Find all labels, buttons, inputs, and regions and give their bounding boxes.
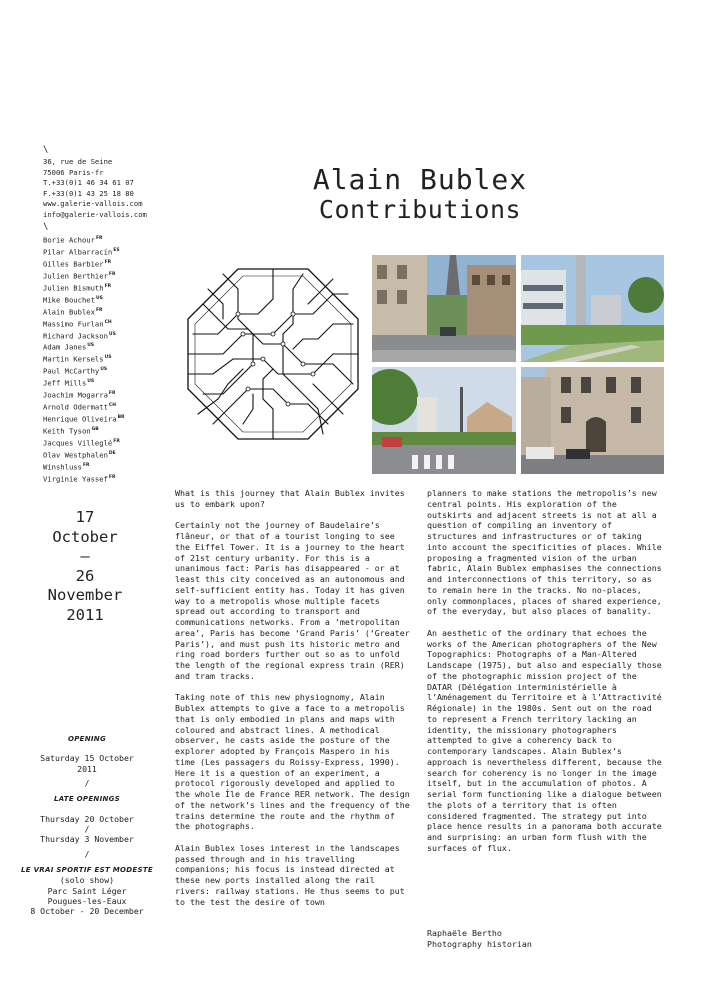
artist-name: Martin Kersels [43, 354, 104, 364]
end-month: November [47, 586, 123, 604]
artist-name: Arnold Odermatt [43, 402, 108, 412]
artist-item [43, 258, 124, 270]
opening-date: Saturday 15 October 2011 [40, 753, 134, 774]
events-block [12, 734, 162, 917]
artist-item [43, 461, 124, 473]
artist-name: Olav Westphalen [43, 450, 108, 460]
late-opening-2: Thursday 3 November [40, 834, 134, 845]
photo-stone-facade [521, 367, 664, 474]
artist-name: Gilles Barbier [43, 259, 104, 269]
artist-name: Julien Berthier [43, 271, 108, 281]
artist-item [43, 330, 124, 342]
rer-network-map-drawing [183, 264, 363, 444]
rer-network-map [183, 264, 363, 444]
artist-item [43, 270, 124, 282]
end-day: 26 [75, 566, 95, 585]
artist-country: US [87, 343, 95, 349]
contact-slash: \ [43, 145, 49, 155]
artist-country: US [95, 295, 103, 301]
artist-name: Joachim Mogarra [43, 390, 108, 400]
contact-website[interactable]: www.galerie-vallois.com [43, 199, 143, 209]
artist-item [43, 413, 124, 425]
artist-country: FR [95, 307, 103, 313]
start-day: 17 [75, 508, 95, 526]
artist-name: Adam Janes [43, 342, 87, 352]
essay-paragraph: Taking note of this new physiognomy, Alain Bublex attempts to give a face to a metropolis that is only embodied in plans and maps with coloured and abstract lines. A methodical observer, he casts aside the posture of the explorer adopted by François Maspero in his time (Les passagers du Roissy-Express, 1990). Here it is a question of an experiment, a protocol rigorously developed and applied to the whole Île de France RER network. The design of the network’s lines and the frequency of the trains determine the route and the rhythm of the photographs. [175, 692, 410, 832]
solo-show-heading: LE VRAI SPORTIF EST MODESTE [21, 865, 153, 874]
artist-item [43, 246, 124, 258]
author-role: Photography historian [427, 938, 532, 949]
separator: / [84, 849, 90, 859]
essay-column-1 [175, 488, 411, 918]
artist-name: Winshluss [43, 462, 82, 472]
artist-item [43, 234, 124, 246]
artist-name: Borie Achour [43, 235, 95, 245]
artist-list [43, 222, 124, 485]
artist-country: FR [95, 236, 103, 241]
artist-country: US [104, 355, 112, 361]
solo-show-dates: 8 October - 20 December [30, 906, 144, 917]
artist-country: BR [117, 415, 125, 421]
essay-column-2 [427, 488, 663, 864]
start-month: October [52, 527, 118, 546]
contact-address: 36, rue de Seine [43, 157, 113, 166]
late-opening-1: Thursday 20 October [40, 813, 134, 824]
artist-country: FR [108, 474, 116, 480]
contact-fax: F.+33(0)1 43 25 18 80 [43, 188, 134, 198]
artist-item [43, 473, 124, 485]
essay-paragraph: An aesthetic of the ordinary that echoes the works of the American photographers of the New Topographics: Photographs of a Man-Altered Landscape (1975), but also and especially those of the photographic mission project of the DATAR (Délégation interministérielle à l’Aménagement du Territoire et à l’Attractivité Régionale) in the 1980s. Sent out on the road to represent a French territory lacking an identity, the missionary photographers attempted to give a coherency back to contemporary landscapes. Alain Bublex’s approach is nevertheless different, because the search for coherency is no longer in the image itself, but in the accumulation of photos. A serial form functioning like a dialogue between the plots of a territory that is often considered fragmented. The strategy put into place hence results in a panorama both accurate and surprising: an urban form flush with the surfaces of flux. [427, 627, 662, 853]
artist-item [43, 425, 124, 437]
artist-name: Alain Bublex [312, 163, 528, 196]
gallery-contact [43, 145, 147, 221]
artist-item [43, 306, 124, 318]
artist-name: Paul McCarthy [43, 366, 100, 376]
opening-heading: OPENING [67, 735, 107, 743]
artist-country: ES [113, 247, 120, 253]
exhibition-dates [20, 508, 150, 625]
artist-country: FR [104, 283, 112, 289]
solo-show-label: (solo show) [59, 875, 115, 886]
year: 2011 [66, 605, 104, 624]
essay-paragraph: Alain Bublex loses interest in the landscapes passed through and in his travelling companions; his focus is instead directed at these new ports installed along the rail rivers: railway stations. He thus seems to put to the test the desire of town [175, 842, 405, 907]
artist-country: FR [82, 462, 90, 468]
artist-item [43, 318, 124, 330]
artist-item [43, 353, 124, 365]
contact-email[interactable]: info@galerie-vallois.com [43, 209, 147, 219]
artist-item [43, 449, 124, 461]
date-dash: – [80, 547, 90, 565]
photo-modern-buildings [521, 255, 664, 362]
artists-slash: \ [43, 222, 49, 232]
artist-country: US [100, 367, 108, 373]
artist-name: Alain Bublex [43, 307, 95, 317]
essay-paragraph: Certainly not the journey of Baudelaire’s flâneur, or that of a tourist longing to see the Eiffel Tower. It is a journey to the heart of 21st century urbanity. For this is a unanimous fact: Paris has disappeared - or at least this city conceived as an autonomous and self-sufficient entity has. Today it has given way to a metropolis whose multiple facets spread out according to transport and communications networks. From a ‘metropolitan area’, Paris has become ‘Grand Paris’ (‘Greater Paris’), and must push its historic metro and ring road borders further out so as to unfold the length of the regional express train (RER) and tram tracks. [175, 520, 410, 681]
author-name: Raphaële Bertho [427, 928, 502, 938]
artist-item [43, 437, 124, 449]
artist-name: Jacques Villeglé [43, 438, 113, 448]
exhibition-title [290, 165, 550, 224]
solo-show-venue: Parc Saint Léger [47, 885, 127, 896]
artist-name: Keith Tyson [43, 426, 91, 436]
artist-country: US [108, 331, 116, 337]
solo-show-city: Pougues-les-Eaux [47, 896, 127, 907]
artist-item [43, 282, 124, 294]
artist-country: FR [113, 438, 120, 444]
separator: / [84, 779, 90, 789]
artist-country: GB [91, 427, 99, 432]
artist-item [43, 377, 124, 389]
essay-paragraph: What is this journey that Alain Bublex invites us to embark upon? [175, 488, 405, 509]
artist-country: CH [104, 319, 112, 325]
artist-country: FR [104, 259, 112, 265]
artist-name: Mike Bouchet [43, 295, 95, 305]
photo-eiffel-street [372, 255, 516, 362]
late-openings-heading: LATE OPENINGS [53, 795, 121, 804]
artist-country: US [87, 379, 95, 385]
artist-item [43, 389, 124, 401]
show-name: Contributions [318, 195, 522, 224]
artist-country: CH [108, 403, 116, 409]
artist-item [43, 294, 124, 306]
artist-country: FR [108, 271, 116, 277]
artist-name: Pilar Albarracín [43, 247, 113, 257]
artist-country: DE [108, 450, 116, 456]
artist-name: Richard Jackson [43, 330, 108, 340]
photo-suburb-crossing [372, 367, 516, 474]
contact-phone: T.+33(0)1 46 34 61 07 [43, 178, 134, 188]
artist-name: Massimo Furlan [43, 318, 104, 328]
contact-city: 75006 Paris-fr [43, 167, 104, 177]
author-signature [427, 928, 532, 950]
artist-country: FR [108, 391, 116, 397]
artist-name: Virginie Yassef [43, 474, 108, 484]
artist-item [43, 341, 124, 353]
artist-name: Henrique Oliveira [43, 414, 117, 424]
essay-paragraph: planners to make stations the metropolis’s new central points. His exploration of the outskirts and adjacent streets is not at all a question of compiling an inventory of structures and infrastructures or of taking into account the specificities of places. While proposing a fragmented vision of the urban fabric, Alain Bublex emphasises the connections and interconnections of this territory, so as to remain here in the tracks. No no-places, only commonplaces, places of shared experience, of the everyday, but also places of banality. [427, 488, 662, 617]
artist-name: Jeff Mills [43, 378, 87, 388]
artist-item [43, 365, 124, 377]
separator: / [84, 824, 90, 835]
artist-item [43, 401, 124, 413]
artist-name: Julien Bismuth [43, 283, 104, 293]
